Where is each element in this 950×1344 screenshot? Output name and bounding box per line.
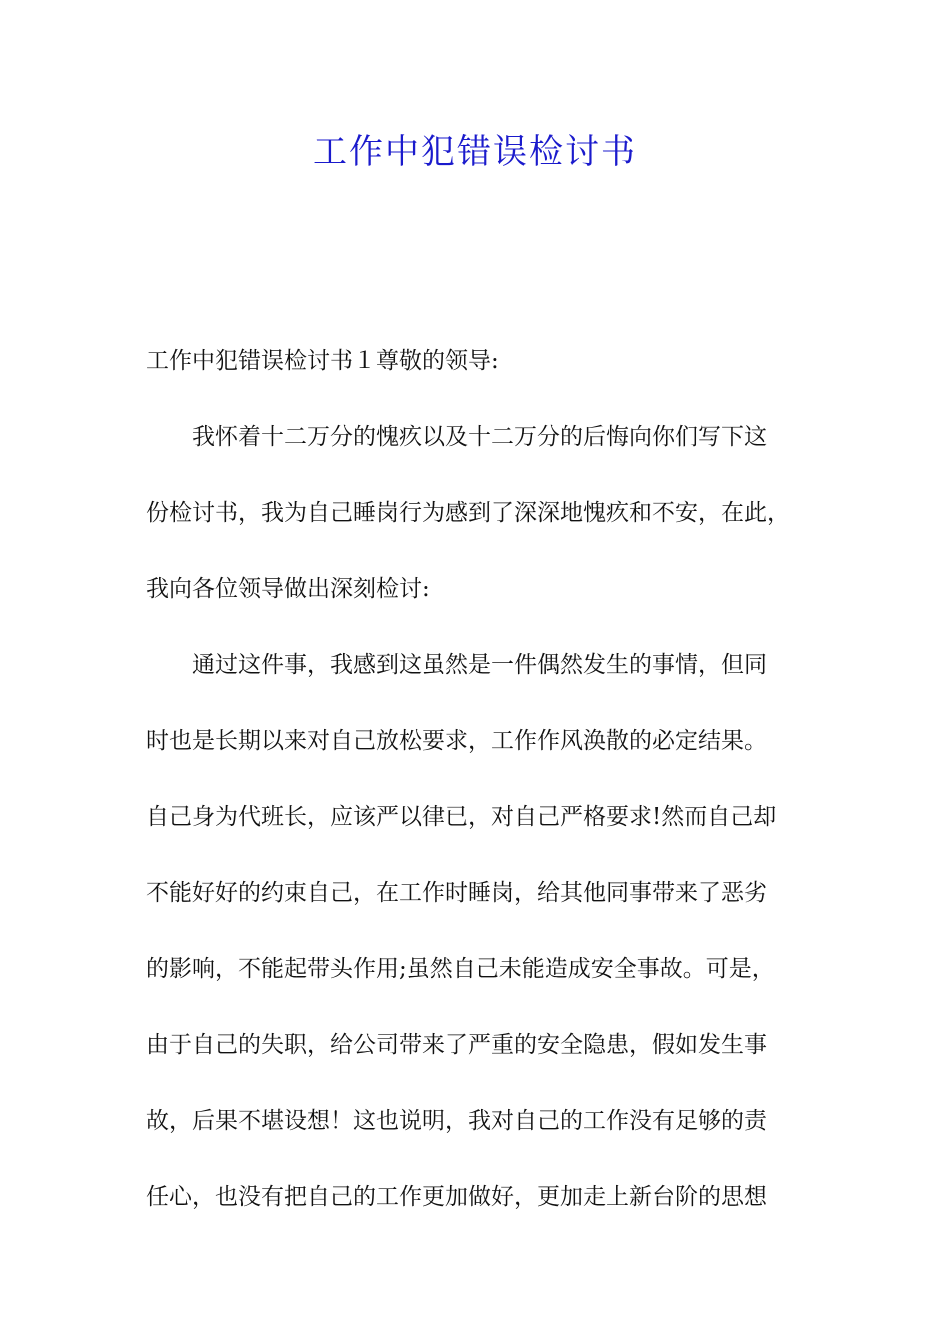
paragraph-line: 的影响，不能起带头作用;虽然自己未能造成安全事故。可是， <box>146 956 775 982</box>
paragraph-line: 我向各位领导做出深刻检讨: <box>146 576 430 602</box>
paragraph-line: 时也是长期以来对自己放松要求，工作作风涣散的必定结果。 <box>146 728 767 754</box>
paragraph-line: 不能好好的约束自己，在工作时睡岗，给其他同事带来了恶劣 <box>146 880 767 906</box>
salutation-line: 工作中犯错误检讨书１尊敬的领导: <box>146 348 499 374</box>
paragraph-line: 故，后果不堪设想！这也说明，我对自己的工作没有足够的责 <box>146 1108 767 1134</box>
paragraph-line: 自己身为代班长，应该严以律已，对自己严格要求!然而自己却 <box>146 804 777 830</box>
document-body <box>146 336 814 1248</box>
paragraph-line: 我怀着十二万分的愧疚以及十二万分的后悔向你们写下这 <box>192 424 767 450</box>
paragraph-line: 由于自己的失职，给公司带来了严重的安全隐患，假如发生事 <box>146 1032 767 1058</box>
paragraph-line: 份检讨书，我为自己睡岗行为感到了深深地愧疚和不安，在此， <box>146 500 790 526</box>
paragraph-line: 任心，也没有把自己的工作更加做好，更加走上新台阶的思想 <box>146 1184 767 1210</box>
paragraph-line: 通过这件事，我感到这虽然是一件偶然发生的事情，但同 <box>192 652 767 678</box>
document-title: 工作中犯错误检讨书 <box>313 132 637 172</box>
